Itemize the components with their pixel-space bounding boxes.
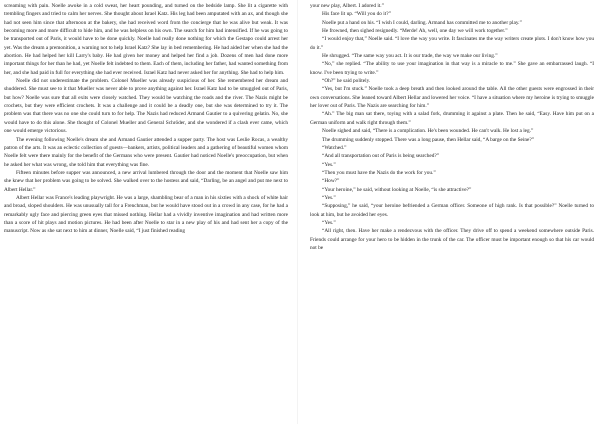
paragraph: “Supposing,” he said, “your heroine befriended a German officer. Someone of high rank. Is that possible?” Noelle turned to look at him, but he avoided her eyes. [310, 203, 594, 218]
paragraph: “Yes.” [322, 161, 336, 168]
paragraph: Noelle sighed and said, “There is a complication. He's been wounded. He can't walk. He lost a leg.” [322, 128, 534, 135]
paragraph: Albert Hellar was France's leading playwright. He was a large, shambling bear of a man in his sixties with a shock of white hair and broad, sloped shoulders. He was unusually tall for a Frenchman, but he would have stood out in a crowd in any case, for he had a remarkably ugly face and piercing green eyes that missed nothing. Hellar had a vividly inventive imagination and had written more than a score of hit plays and motion pictures. He had been after Noelle to star in a new play of his and had sent her a copy of the manuscript. Now as she sat next to him at dinner, Noelle said, “I just finished reading [4, 194, 288, 235]
paragraph: “Then you must have the Nazis do the work for you.” [322, 169, 436, 176]
paragraph: “Yes.” [322, 219, 336, 226]
paragraph: “Your heroine,” he said, without looking at Noelle, “is she attractive?” [322, 186, 472, 193]
paragraph: “And all transportation out of Paris is being searched?” [322, 153, 440, 160]
paragraph: “Yes.” [322, 194, 336, 201]
paragraph: “Yes, but I'm stuck.” Noelle took a deep breath and then looked around the table. All the other guests were engrossed in their own conversations. She leaned toward Albert Hellar and lowered her voice. “I have a situation where my heroine is trying to smuggle her lover out of Paris. The Nazis are searching for him.” [310, 86, 594, 110]
paragraph: “How?” [322, 178, 340, 185]
paragraph: His face lit up. “Will you do it?” [322, 11, 391, 18]
page-gutter [297, 0, 298, 424]
paragraph: The drumming suddenly stopped. There was a long pause, then Hellar said, “A barge on the Seine?” [322, 136, 535, 143]
paragraph: Noelle put a hand on his. “I wish I could, darling. Armand has committed me to another play.” [322, 19, 522, 26]
paragraph: Noelle did not underestimate the problem. Colonel Mueller was already suspicious of her. She remembered her dream and shuddered. She must see to it that Mueller was never able to prove anything against her. Israel Katz had to be smuggled out of Paris, but how? Noelle was sure that all exits were closely watched. They would be watching the roads and the river. The Nazis might be crochets, but they were efficient crochets. It was a challenge and it could be a deadly one, but she was determined to try it. The problem was that there was no one she could turn to for help. The Nazis had reduced Armand Gautier to a quivering gelatin. No, she would have to do this alone. She thought of Colonel Mueller and General Schröder, and she wondered if a clash ever came, which one would emerge victorious. [4, 78, 288, 135]
paragraph: “Watched.” [322, 144, 347, 151]
left-page [4, 2, 288, 422]
paragraph: “Oh?” he said politely. [322, 78, 371, 85]
paragraph: He shrugged. “The same way you act. It is our trade, the way we make our living.” [322, 53, 498, 60]
paragraph: “Ah.” The big man sat there, toying with a salad fork, drumming it against a plate. Then he said, “Easy. Have him put on a German uniform and walk right through them.” [310, 111, 594, 126]
paragraph: “All right, then. Have her make a rendezvous with the officer. They drive off to spend a weekend somewhere outside Paris. Friends could arrange for your hero to be hidden in the trunk of the car. The officer must be important enough so that his car would not be [310, 228, 594, 251]
paragraph: He frowned, then sighed resignedly. “Merde! Ah, well, one day we will work together.” [322, 28, 508, 35]
paragraph: “No,” she replied. “The ability to use your imagination in that way is a miracle to me.” She gave an embarrassed laugh. “I know. I've been trying to write.” [310, 61, 594, 76]
paragraph: Fifteen minutes before supper was announced, a new arrival lumbered through the door and the moment that Noelle saw him she knew that her problem was going to be solved. She walked over to the hostess and said, “Darling, be an angel and put me next to Albert Hellar.” [4, 169, 288, 193]
paragraph: screaming with pain. Noelle awoke in a cold sweat, her heart pounding, and turned on the bedside lamp. She lit a cigarette with trembling fingers and tried to calm her nerves. She thought about Israel Katz. His leg had been amputated with an ax, and though she had not seen him since that afternoon at the bakery, she had received word from the concierge that he was alive but weak. It was becoming more and more difficult to hide him, and he was helpless on his own. The search for him had intensified. If he was going to be transported out of Paris, it would have to be done quickly. Noelle had really done nothing for which the Gestapo could arrest her yet. Was the dream a premonition, a warning not to help Israel Katz? She lay in bed remembering. He had aided her when she had the abortion. He had helped her kill Larry's baby. He had given her money and helped her find a job. Dozens of men had done more important things for her than he had, yet Noelle felt indebted to them. Each of them, including her father, had wanted something from her, and she had paid in full for everything she had ever received. Israel Katz had never asked her for anything. She had to help him. [4, 3, 288, 76]
right-page [310, 2, 594, 422]
paragraph: “I would enjoy that,” Noelle said. “I love the way you write. It fascinates me the way writers create plots. I don't know how you do it.” [310, 36, 594, 51]
paragraph: The evening following Noelle's dream she and Armand Gautier attended a supper party. The host was Leslie Rocas, a wealthy patron of the arts. It was an eclectic collection of guests—bankers, artists, political leaders and a gathering of beautiful women whom Noelle felt were there mainly for the benefit of the Germans who were present. Gautier had noticed Noelle's preoccupation, but when he asked her what was wrong, she told him that everything was fine. [4, 136, 288, 168]
paragraph: your new play, Albert. I adored it.” [310, 3, 384, 9]
